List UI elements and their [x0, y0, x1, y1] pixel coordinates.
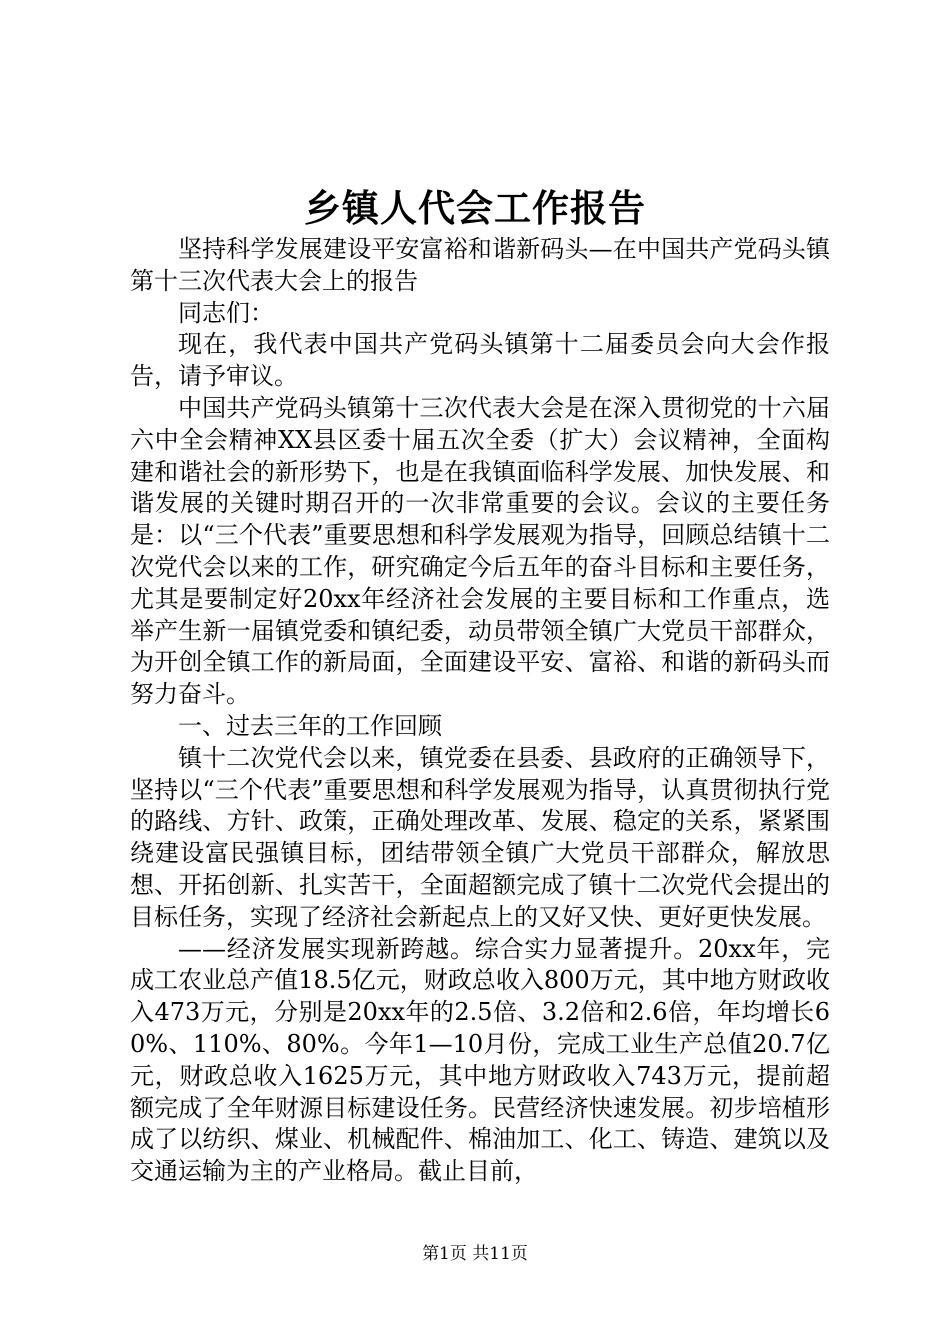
document-body — [130, 234, 830, 1188]
paragraph-intro: 现在，我代表中国共产党码头镇第十二届委员会向大会作报告，请予审议。 — [130, 330, 830, 391]
paragraph-economic-development: ——经济发展实现新跨越。综合实力显著提升。20xx年，完成工农业总产值18.5亿元，财政总收入800万元，其中地方财政收入473万元，分别是20xx年的2.5倍、3.2倍和2.6倍，年均增长60%、110%、80%。今年1—10月份，完成工业生产总值20.7亿元，财政总收入1625万元，其中地方财政收入743万元，提前超额完成了全年财源目标建设任务。民营经济快速发展。初步培植形成了以纺织、煤业、机械配件、棉油加工、化工、铸造、建筑以及交通运输为主的产业格局。截止目前， — [130, 934, 830, 1186]
paragraph-review-summary: 镇十二次党代会以来，镇党委在县委、县政府的正确领导下，坚持以“三个代表”重要思想和科学发展观为指导，认真贯彻执行党的路线、方针、政策，正确处理改革、发展、稳定的关系，紧紧围绕建设富民强镇目标，团结带领全镇广大党员干部群众，解放思想、开拓创新、扎实苦干，全面超额完成了镇十二次党代会提出的目标任务，实现了经济社会新起点上的又好又快、更好更快发展。 — [130, 743, 830, 931]
paragraph-salutation: 同志们： — [178, 298, 274, 327]
document-title: 乡镇人代会工作报告 — [304, 186, 646, 230]
page-total: 共11页 — [472, 1244, 528, 1264]
paragraph-subtitle: 坚持科学发展建设平安富裕和谐新码头—在中国共产党码头镇第十三次代表大会上的报告 — [130, 235, 830, 295]
page-footer — [0, 1242, 950, 1266]
section-heading-review: 一、过去三年的工作回顾 — [178, 711, 442, 740]
paragraph-meeting-purpose: 中国共产党码头镇第十三次代表大会是在深入贯彻党的十六届六中全会精神XX县区委十届五次全委（扩大）会议精神，全面构建和谐社会的新形势下，也是在我镇面临科学发展、加快发展、和谐发展的关键时期召开的一次非常重要的会议。会议的主要任务是：以“三个代表”重要思想和科学发展观为指导，回顾总结镇十二次党代会以来的工作，研究确定今后五年的奋斗目标和主要任务，尤其是要制定好20xx年经济社会发展的主要目标和工作重点，选举产生新一届镇党委和镇纪委，动员带领全镇广大党员干部群众，为开创全镇工作的新局面，全面建设平安、富裕、和谐的新码头而努力奋斗。 — [130, 393, 830, 709]
page-number: 第1页 — [422, 1244, 467, 1264]
